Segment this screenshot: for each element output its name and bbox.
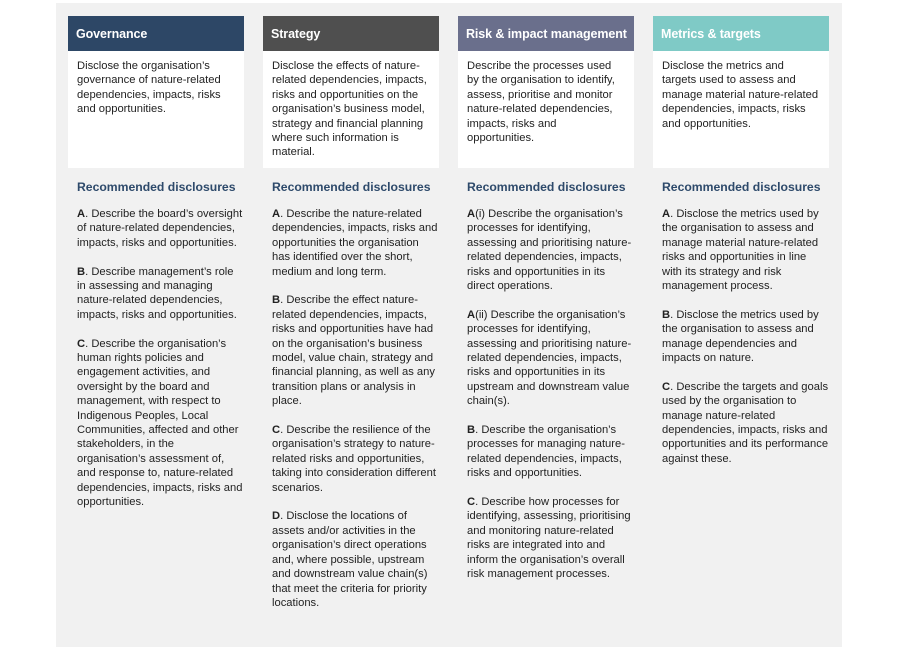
disclosure-text: Describe management’s role in assessing and managing nature-related dependencies, impacts, risks and opportunities.: [77, 265, 237, 321]
disclosure-separator: .: [280, 510, 287, 523]
disclosure-item: [272, 509, 439, 610]
disclosure-item: [467, 423, 634, 481]
disclosure-list: [458, 194, 634, 582]
disclosure-text: Describe the organisation’s human rights policies and engagement activities, and oversight by the board and management, with respect to Indigenous Peoples, Local Communities, affected and other stakeholders, in the organisation’s assessment of, and response to, nature-related dependencies, impacts, risks and opportunities.: [77, 337, 243, 509]
disclosure-letter: C: [77, 337, 86, 350]
disclosure-letter: C: [272, 424, 281, 437]
column-header: Strategy: [263, 16, 439, 51]
disclosure-text: Describe the organisation’s processes for identifying, assessing and prioritising nature-related dependencies, impacts, risks and opportunities in its direct operations.: [467, 208, 632, 293]
disclosure-text: Disclose the metrics used by the organisation to assess and manage dependencies and impacts on nature.: [662, 308, 819, 365]
disclosure-separator: .: [280, 424, 287, 437]
column-strategy: [263, 16, 439, 625]
disclosure-separator: .: [475, 424, 482, 437]
disclosure-letter: C: [467, 496, 476, 509]
column-header: Risk & impact management: [458, 16, 634, 51]
disclosure-text: Describe how processes for identifying, assessing, prioritising and monitoring nature-related risks are integrated into and inform the organisation’s overall risk management processes.: [467, 496, 631, 581]
disclosure-item: [77, 207, 244, 250]
disclosure-text: Describe the targets and goals used by the organisation to manage nature-related dependencies, impacts, risks and opportunities and its performance against these.: [662, 380, 829, 465]
disclosure-letter: A: [467, 308, 476, 321]
disclosure-text: Describe the organisation’s processes for identifying, assessing and prioritising nature-related dependencies, impacts, risks and opportunities in its upstream and downstream value chain(s).: [467, 308, 632, 408]
disclosures-panel: [56, 3, 842, 647]
recommended-disclosures-heading: Recommended disclosures: [467, 180, 626, 194]
disclosure-letter: B: [272, 294, 281, 307]
disclosure-text: Disclose the metrics used by the organisation to assess and manage material nature-related risks and opportunities in line with its strategy and risk management process.: [662, 208, 819, 293]
disclosure-letter: D: [272, 510, 281, 523]
disclosure-item: [272, 293, 439, 408]
disclosure-separator: .: [280, 294, 287, 307]
recommended-disclosures-heading: Recommended disclosures: [662, 180, 821, 194]
disclosure-letter: A: [467, 208, 476, 220]
disclosure-text: Describe the resilience of the organisation’s strategy to nature-related risks and opportunities, taking into consideration different scenarios.: [272, 424, 436, 494]
column-metrics-targets: [653, 16, 829, 481]
column-description: Disclose the effects of nature-related dependencies, impacts, risks and opportunities on the organisation’s business model, strategy and financial planning where such information is material.: [263, 51, 439, 168]
disclosure-item: [272, 207, 439, 279]
disclosure-text: Describe the nature-related dependencies, impacts, risks and opportunities the organisation has identified over the short, medium and long term.: [272, 208, 438, 278]
disclosure-letter: A: [662, 208, 671, 220]
disclosure-text: Disclose the locations of assets and/or activities in the organisation’s direct operations and, where possible, upstream and downstream value chain(s) that meet the criteria for priority locations.: [272, 510, 428, 609]
disclosure-item: [467, 308, 634, 409]
disclosure-separator: .: [85, 265, 92, 278]
disclosure-item: [662, 308, 829, 366]
disclosure-letter: B: [77, 265, 86, 278]
disclosure-separator: .: [475, 496, 482, 509]
disclosure-separator: .: [280, 208, 287, 220]
disclosure-item: [467, 495, 634, 581]
column-risk-impact-management: [458, 16, 634, 596]
disclosure-item: [77, 337, 244, 510]
disclosure-separator: .: [670, 308, 677, 321]
disclosure-letter: C: [662, 380, 671, 393]
disclosure-item: [467, 207, 634, 293]
disclosure-item: [77, 265, 244, 323]
disclosure-separator: .: [670, 380, 677, 393]
disclosure-separator: .: [670, 208, 677, 220]
disclosure-text: Describe the organisation’s processes for managing nature-related dependencies, impacts, risks and opportunities.: [467, 424, 625, 480]
disclosure-list: [68, 194, 244, 510]
recommended-disclosures-heading: Recommended disclosures: [77, 180, 236, 194]
recommended-disclosures-heading: Recommended disclosures: [272, 180, 431, 194]
column-description: Describe the processes used by the organisation to identify, assess, prioritise and monitor nature-related dependencies, impacts, risks and opportunities.: [458, 51, 634, 168]
column-header: Governance: [68, 16, 244, 51]
disclosure-item: [662, 207, 829, 293]
column-description: Disclose the metrics and targets used to assess and manage material nature-related dependencies, impacts, risks and opportunities.: [653, 51, 829, 168]
disclosure-letter: A: [272, 208, 281, 220]
disclosure-separator: (ii): [475, 308, 491, 321]
disclosure-list: [263, 194, 439, 610]
disclosure-text: Describe the effect nature-related dependencies, impacts, risks and opportunities have had on the organisation’s business model, value chain, strategy and financial planning, as well as any transition plans or analysis in place.: [272, 294, 435, 408]
column-header: Metrics & targets: [653, 16, 829, 51]
disclosure-list: [653, 194, 829, 466]
column-description: Disclose the organisation’s governance of nature-related dependencies, impacts, risks and opportunities.: [68, 51, 244, 168]
column-governance: [68, 16, 244, 524]
disclosure-separator: .: [85, 208, 92, 220]
disclosure-item: [272, 423, 439, 495]
disclosure-letter: B: [662, 308, 671, 321]
disclosure-text: Describe the board’s oversight of nature-related dependencies, impacts, risks and opportunities.: [77, 208, 243, 249]
disclosure-item: [662, 380, 829, 466]
disclosure-separator: (i): [475, 208, 489, 220]
disclosure-letter: A: [77, 208, 86, 220]
disclosure-separator: .: [85, 337, 92, 350]
disclosure-letter: B: [467, 424, 476, 437]
